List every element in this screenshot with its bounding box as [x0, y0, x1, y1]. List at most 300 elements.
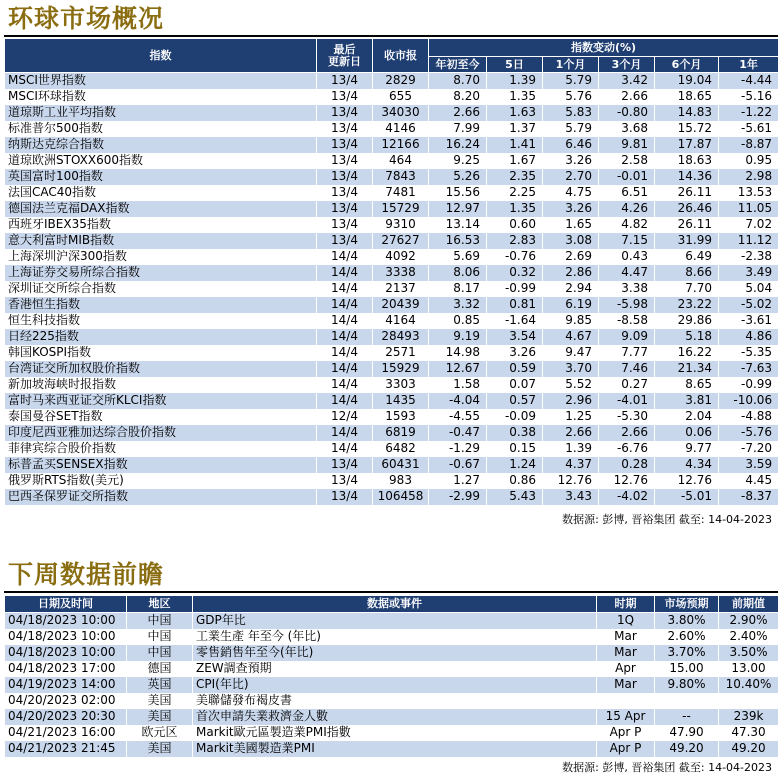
- outlook-row-cell: Markit歐元區製造業PMI指數: [193, 725, 597, 741]
- market-row-cell: 1.58: [429, 377, 487, 393]
- market-row: [5, 489, 779, 505]
- market-row-cell: 5.83: [543, 105, 599, 121]
- market-row-cell: 2137: [373, 281, 429, 297]
- market-row-cell: 1.24: [487, 457, 543, 473]
- market-row-cell: 28493: [373, 329, 429, 345]
- market-row-cell: 4.82: [599, 217, 655, 233]
- market-row-cell: 4164: [373, 313, 429, 329]
- market-row-cell: 6482: [373, 441, 429, 457]
- outlook-row-cell: --: [655, 709, 719, 725]
- market-row-cell: 3.54: [487, 329, 543, 345]
- market-row-cell: -4.44: [719, 73, 779, 89]
- market-row-cell: -4.88: [719, 409, 779, 425]
- market-row-cell: 0.15: [487, 441, 543, 457]
- market-row-cell: 3.43: [543, 489, 599, 505]
- market-row-cell: 12166: [373, 137, 429, 153]
- outlook-section-title: 下周数据前瞻: [8, 560, 165, 589]
- market-row-cell: 19.04: [655, 73, 719, 89]
- market-row: [5, 441, 779, 457]
- market-row-cell: 16.53: [429, 233, 487, 249]
- outlook-row-cell: Apr: [597, 661, 655, 677]
- outlook-row-cell: 04/21/2023 16:00: [5, 725, 127, 741]
- market-row-cell: -8.58: [599, 313, 655, 329]
- market-row-cell: -6.76: [599, 441, 655, 457]
- market-row-cell: 5.04: [719, 281, 779, 297]
- market-row-cell: 标准普尔500指数: [5, 121, 317, 137]
- market-row-cell: 2.66: [543, 425, 599, 441]
- market-row-cell: 0.85: [429, 313, 487, 329]
- outlook-row-cell: 04/18/2023 10:00: [5, 613, 127, 629]
- market-row-cell: 1.39: [487, 73, 543, 89]
- market-row-cell: 14/4: [317, 393, 373, 409]
- market-row-cell: 3338: [373, 265, 429, 281]
- outlook-row-cell: 英国: [127, 677, 193, 693]
- market-row-cell: 15.72: [655, 121, 719, 137]
- market-row-cell: 7.46: [599, 361, 655, 377]
- market-row-cell: 6819: [373, 425, 429, 441]
- market-row-cell: 5.79: [543, 121, 599, 137]
- market-row-cell: 道琼斯工业平均指数: [5, 105, 317, 121]
- market-row-cell: 5.76: [543, 89, 599, 105]
- market-row-cell: 7.02: [719, 217, 779, 233]
- outlook-row-cell: 04/19/2023 14:00: [5, 677, 127, 693]
- market-row-cell: 13/4: [317, 473, 373, 489]
- col-header-3m: 3个月: [599, 57, 655, 73]
- outlook-row-cell: 47.90: [655, 725, 719, 741]
- market-row-cell: -0.99: [719, 377, 779, 393]
- market-row-cell: 9.47: [543, 345, 599, 361]
- market-row-cell: -5.30: [599, 409, 655, 425]
- market-row-cell: 8.65: [655, 377, 719, 393]
- market-row-cell: -10.06: [719, 393, 779, 409]
- market-row-cell: 新加坡海峡时报指数: [5, 377, 317, 393]
- market-row-cell: 29.86: [655, 313, 719, 329]
- market-row-cell: 26.11: [655, 217, 719, 233]
- market-row-cell: 1.65: [543, 217, 599, 233]
- market-row-cell: 0.07: [487, 377, 543, 393]
- market-row-cell: 11.05: [719, 201, 779, 217]
- market-row-cell: 13/4: [317, 233, 373, 249]
- market-row-cell: 0.06: [655, 425, 719, 441]
- market-row-cell: 台湾证交所加权股价指数: [5, 361, 317, 377]
- market-row-cell: 7843: [373, 169, 429, 185]
- outlook-row-cell: 04/21/2023 21:45: [5, 741, 127, 757]
- market-row-cell: 14/4: [317, 361, 373, 377]
- outlook-row-cell: 中国: [127, 629, 193, 645]
- market-row-cell: 15929: [373, 361, 429, 377]
- market-row-cell: 6.19: [543, 297, 599, 313]
- market-row-cell: 20439: [373, 297, 429, 313]
- market-row-cell: 21.34: [655, 361, 719, 377]
- market-row-cell: 上海深圳沪深300指数: [5, 249, 317, 265]
- market-row-cell: -0.01: [599, 169, 655, 185]
- market-row-cell: 0.57: [487, 393, 543, 409]
- outlook-row-cell: 美国: [127, 709, 193, 725]
- outlook-row-cell: 47.30: [719, 725, 779, 741]
- market-row-cell: 2.25: [487, 185, 543, 201]
- outlook-row-cell: [655, 693, 719, 709]
- market-row: [5, 313, 779, 329]
- market-row-cell: 14.83: [655, 105, 719, 121]
- market-source-note: 数据源: 彭博, 晋裕集团 截至: 14-04-2023: [562, 513, 772, 526]
- market-row-cell: 1.39: [543, 441, 599, 457]
- market-row-cell: 1.35: [487, 89, 543, 105]
- market-row-cell: 2.66: [429, 105, 487, 121]
- market-row-cell: 纳斯达克综合指数: [5, 137, 317, 153]
- market-row-cell: -2.38: [719, 249, 779, 265]
- market-row: [5, 217, 779, 233]
- market-row-cell: 3.59: [719, 457, 779, 473]
- market-row-cell: 印度尼西亚雅加达综合股价指数: [5, 425, 317, 441]
- market-row-cell: 14/4: [317, 265, 373, 281]
- market-row-cell: 英国富时100指数: [5, 169, 317, 185]
- market-row-cell: 14.36: [655, 169, 719, 185]
- market-row: [5, 345, 779, 361]
- market-row-cell: -0.09: [487, 409, 543, 425]
- col-header-region: 地区: [127, 596, 193, 613]
- market-row-cell: 1.35: [487, 201, 543, 217]
- outlook-row-cell: 首次申請失業救濟金人數: [193, 709, 597, 725]
- col-header-updated: 最后 更新日: [317, 39, 373, 73]
- market-row-cell: 4.75: [543, 185, 599, 201]
- market-row-cell: 3.38: [599, 281, 655, 297]
- market-table: [4, 38, 779, 505]
- market-row-cell: 标普孟买SENSEX指数: [5, 457, 317, 473]
- col-header-previous: 前期值: [719, 596, 779, 613]
- outlook-row-cell: 工業生產 年至今 (年比): [193, 629, 597, 645]
- market-row-cell: 0.81: [487, 297, 543, 313]
- outlook-row: [5, 645, 779, 661]
- market-row-cell: 13/4: [317, 73, 373, 89]
- outlook-row: [5, 709, 779, 725]
- market-row-cell: 7481: [373, 185, 429, 201]
- market-row-cell: 1435: [373, 393, 429, 409]
- outlook-row-cell: 9.80%: [655, 677, 719, 693]
- market-row: [5, 425, 779, 441]
- market-row-cell: 8.06: [429, 265, 487, 281]
- market-row-cell: 14/4: [317, 249, 373, 265]
- market-row-cell: 3.81: [655, 393, 719, 409]
- market-row-cell: 2.96: [543, 393, 599, 409]
- market-row-cell: 14/4: [317, 329, 373, 345]
- market-row: [5, 409, 779, 425]
- market-row-cell: 12.76: [655, 473, 719, 489]
- market-row-cell: 2.98: [719, 169, 779, 185]
- market-row-cell: 464: [373, 153, 429, 169]
- market-row-cell: 上海证券交易所综合指数: [5, 265, 317, 281]
- market-row-cell: 9.19: [429, 329, 487, 345]
- market-row-cell: 15729: [373, 201, 429, 217]
- market-row-cell: 13.14: [429, 217, 487, 233]
- market-row-cell: 655: [373, 89, 429, 105]
- market-row-cell: 3.42: [599, 73, 655, 89]
- market-row-cell: 0.95: [719, 153, 779, 169]
- market-row-cell: -5.16: [719, 89, 779, 105]
- market-row: [5, 473, 779, 489]
- market-row-cell: 18.63: [655, 153, 719, 169]
- market-row-cell: 13/4: [317, 185, 373, 201]
- market-row-cell: 3.49: [719, 265, 779, 281]
- market-row-cell: 12.76: [599, 473, 655, 489]
- outlook-row-cell: Apr P: [597, 741, 655, 757]
- market-row-cell: 15.56: [429, 185, 487, 201]
- market-row-cell: 9.09: [599, 329, 655, 345]
- market-row: [5, 137, 779, 153]
- market-row-cell: 韩国KOSPI指数: [5, 345, 317, 361]
- market-row-cell: -3.61: [719, 313, 779, 329]
- outlook-row-cell: 15.00: [655, 661, 719, 677]
- market-row-cell: 8.20: [429, 89, 487, 105]
- market-row-cell: 18.65: [655, 89, 719, 105]
- outlook-row-cell: Mar: [597, 645, 655, 661]
- col-header-1y: 1年: [719, 57, 779, 73]
- market-row-cell: MSCI世界指数: [5, 73, 317, 89]
- market-row-cell: 14/4: [317, 425, 373, 441]
- market-row: [5, 153, 779, 169]
- outlook-row-cell: 239k: [719, 709, 779, 725]
- market-row-cell: 2.69: [543, 249, 599, 265]
- outlook-row: [5, 725, 779, 741]
- market-row-cell: 14/4: [317, 297, 373, 313]
- market-row-cell: -7.63: [719, 361, 779, 377]
- market-row-cell: -4.02: [599, 489, 655, 505]
- market-row: [5, 73, 779, 89]
- market-row-cell: 27627: [373, 233, 429, 249]
- market-row-cell: 1593: [373, 409, 429, 425]
- outlook-row-cell: [719, 693, 779, 709]
- market-row-cell: MSCI环球指数: [5, 89, 317, 105]
- outlook-row-cell: 49.20: [719, 741, 779, 757]
- outlook-row: [5, 741, 779, 757]
- market-row-cell: 13/4: [317, 89, 373, 105]
- market-row-cell: 8.66: [655, 265, 719, 281]
- market-row-cell: 0.32: [487, 265, 543, 281]
- market-row-cell: 13/4: [317, 105, 373, 121]
- outlook-row: [5, 693, 779, 709]
- market-row: [5, 185, 779, 201]
- outlook-row-cell: 欧元区: [127, 725, 193, 741]
- col-header-index: 指数: [5, 39, 317, 73]
- market-section-title: 环球市场概况: [8, 4, 165, 33]
- col-header-period: 时期: [597, 596, 655, 613]
- market-row-cell: 9.81: [599, 137, 655, 153]
- market-row-cell: 1.27: [429, 473, 487, 489]
- market-row-cell: 7.15: [599, 233, 655, 249]
- market-row-cell: -5.01: [655, 489, 719, 505]
- market-row-cell: -0.76: [487, 249, 543, 265]
- market-row-cell: -1.22: [719, 105, 779, 121]
- market-row-cell: 法国CAC40指数: [5, 185, 317, 201]
- market-row-cell: 4146: [373, 121, 429, 137]
- outlook-row-cell: ZEW調查預期: [193, 661, 597, 677]
- outlook-row-cell: 10.40%: [719, 677, 779, 693]
- market-row-cell: 5.18: [655, 329, 719, 345]
- market-row-cell: 12.67: [429, 361, 487, 377]
- market-row-cell: -4.55: [429, 409, 487, 425]
- market-row-cell: 5.43: [487, 489, 543, 505]
- market-row-cell: 14/4: [317, 313, 373, 329]
- market-row-cell: 2.94: [543, 281, 599, 297]
- col-header-1m: 1个月: [543, 57, 599, 73]
- market-row-cell: 34030: [373, 105, 429, 121]
- market-row-cell: -5.98: [599, 297, 655, 313]
- market-row-cell: 26.46: [655, 201, 719, 217]
- market-row-cell: 14/4: [317, 377, 373, 393]
- col-header-forecast: 市场预期: [655, 596, 719, 613]
- outlook-row-cell: 美国: [127, 741, 193, 757]
- market-row-cell: 2829: [373, 73, 429, 89]
- market-row: [5, 89, 779, 105]
- market-row-cell: 6.51: [599, 185, 655, 201]
- market-row-cell: 5.52: [543, 377, 599, 393]
- market-row-cell: 恒生科技指数: [5, 313, 317, 329]
- outlook-row-cell: Mar: [597, 677, 655, 693]
- market-row-cell: -0.80: [599, 105, 655, 121]
- market-row-cell: 1.63: [487, 105, 543, 121]
- market-row-cell: 9310: [373, 217, 429, 233]
- market-row-cell: 1.41: [487, 137, 543, 153]
- market-row-cell: 13/4: [317, 201, 373, 217]
- market-row-cell: 西班牙IBEX35指数: [5, 217, 317, 233]
- market-row-cell: 13/4: [317, 137, 373, 153]
- market-row-cell: 12.97: [429, 201, 487, 217]
- market-row-cell: 8.17: [429, 281, 487, 297]
- col-header-datetime: 日期及时间: [5, 596, 127, 613]
- market-row-cell: 德国法兰克福DAX指数: [5, 201, 317, 217]
- market-row-cell: 富时马来西亚证交所KLCI指数: [5, 393, 317, 409]
- market-row-cell: 0.38: [487, 425, 543, 441]
- market-row-cell: 2571: [373, 345, 429, 361]
- market-row-cell: 14/4: [317, 281, 373, 297]
- market-row-cell: 3.70: [543, 361, 599, 377]
- market-row-cell: 0.59: [487, 361, 543, 377]
- col-header-ytd: 年初至今: [429, 57, 487, 73]
- market-row: [5, 121, 779, 137]
- market-row-cell: 1.25: [543, 409, 599, 425]
- outlook-row-cell: 3.80%: [655, 613, 719, 629]
- market-row-cell: 俄罗斯RTS指数(美元): [5, 473, 317, 489]
- market-row-cell: 意大利富时MIB指数: [5, 233, 317, 249]
- market-row-cell: 4.34: [655, 457, 719, 473]
- outlook-row-cell: 13.00: [719, 661, 779, 677]
- market-row-cell: 12/4: [317, 409, 373, 425]
- outlook-row-cell: 3.70%: [655, 645, 719, 661]
- outlook-row-cell: 04/18/2023 10:00: [5, 645, 127, 661]
- market-row-cell: 4.45: [719, 473, 779, 489]
- market-row-cell: -5.76: [719, 425, 779, 441]
- market-row-cell: 60431: [373, 457, 429, 473]
- market-row-cell: 2.70: [543, 169, 599, 185]
- market-row-cell: 4.67: [543, 329, 599, 345]
- market-row-cell: 106458: [373, 489, 429, 505]
- market-row-cell: 2.83: [487, 233, 543, 249]
- market-row-cell: 4.37: [543, 457, 599, 473]
- market-row: [5, 281, 779, 297]
- market-row-cell: 1.67: [487, 153, 543, 169]
- col-header-6m: 6个月: [655, 57, 719, 73]
- outlook-row-cell: 04/20/2023 02:00: [5, 693, 127, 709]
- market-row-cell: 0.28: [599, 457, 655, 473]
- market-row-cell: -0.99: [487, 281, 543, 297]
- market-row-cell: 5.26: [429, 169, 487, 185]
- market-row: [5, 233, 779, 249]
- col-header-event: 数据或事件: [193, 596, 597, 613]
- outlook-row-cell: 中国: [127, 645, 193, 661]
- outlook-row-cell: GDP年比: [193, 613, 597, 629]
- market-row-cell: 3.26: [543, 201, 599, 217]
- market-row-cell: 31.99: [655, 233, 719, 249]
- market-row-cell: 983: [373, 473, 429, 489]
- outlook-row-cell: 1Q: [597, 613, 655, 629]
- market-row-cell: -7.20: [719, 441, 779, 457]
- market-row-cell: -4.04: [429, 393, 487, 409]
- outlook-row-cell: 2.60%: [655, 629, 719, 645]
- market-row: [5, 377, 779, 393]
- market-row-cell: 14/4: [317, 441, 373, 457]
- market-row-cell: 5.79: [543, 73, 599, 89]
- market-row-cell: 日经225指数: [5, 329, 317, 345]
- market-row: [5, 201, 779, 217]
- market-row-cell: 6.46: [543, 137, 599, 153]
- market-row: [5, 393, 779, 409]
- market-row-cell: 2.66: [599, 89, 655, 105]
- market-row-cell: 26.11: [655, 185, 719, 201]
- market-row-cell: 16.24: [429, 137, 487, 153]
- outlook-row-cell: CPI(年比): [193, 677, 597, 693]
- market-row-cell: 3.68: [599, 121, 655, 137]
- market-row-cell: 4.26: [599, 201, 655, 217]
- market-row-cell: 3.26: [487, 345, 543, 361]
- market-row-cell: 9.85: [543, 313, 599, 329]
- outlook-row: [5, 661, 779, 677]
- market-row-cell: -5.02: [719, 297, 779, 313]
- market-row: [5, 457, 779, 473]
- market-row-cell: 7.77: [599, 345, 655, 361]
- market-row-cell: -0.67: [429, 457, 487, 473]
- market-row-cell: 2.58: [599, 153, 655, 169]
- market-row-cell: 巴西圣保罗证交所指数: [5, 489, 317, 505]
- outlook-row-cell: 美国: [127, 693, 193, 709]
- outlook-title-rule: [4, 591, 778, 593]
- outlook-row-cell: 49.20: [655, 741, 719, 757]
- market-row-cell: 17.87: [655, 137, 719, 153]
- market-row-cell: -2.99: [429, 489, 487, 505]
- outlook-row-cell: 美聯儲發布褐皮書: [193, 693, 597, 709]
- outlook-row: [5, 613, 779, 629]
- market-row-cell: 11.12: [719, 233, 779, 249]
- market-row-cell: -5.61: [719, 121, 779, 137]
- market-row-cell: -4.01: [599, 393, 655, 409]
- market-row-cell: 0.86: [487, 473, 543, 489]
- market-row-cell: 13/4: [317, 217, 373, 233]
- market-row-cell: 3303: [373, 377, 429, 393]
- market-row-cell: 0.43: [599, 249, 655, 265]
- market-row-cell: -1.29: [429, 441, 487, 457]
- market-row-cell: 4.47: [599, 265, 655, 281]
- market-row-cell: -8.87: [719, 137, 779, 153]
- market-row-cell: 16.22: [655, 345, 719, 361]
- market-row-cell: 7.70: [655, 281, 719, 297]
- market-row-cell: 13/4: [317, 169, 373, 185]
- market-row: [5, 249, 779, 265]
- outlook-row-cell: Apr P: [597, 725, 655, 741]
- market-title-rule: [4, 35, 778, 37]
- market-row-cell: -8.37: [719, 489, 779, 505]
- market-row-cell: -5.35: [719, 345, 779, 361]
- outlook-row-cell: 15 Apr: [597, 709, 655, 725]
- market-row-cell: 菲律宾综合股价指数: [5, 441, 317, 457]
- market-row-cell: 9.25: [429, 153, 487, 169]
